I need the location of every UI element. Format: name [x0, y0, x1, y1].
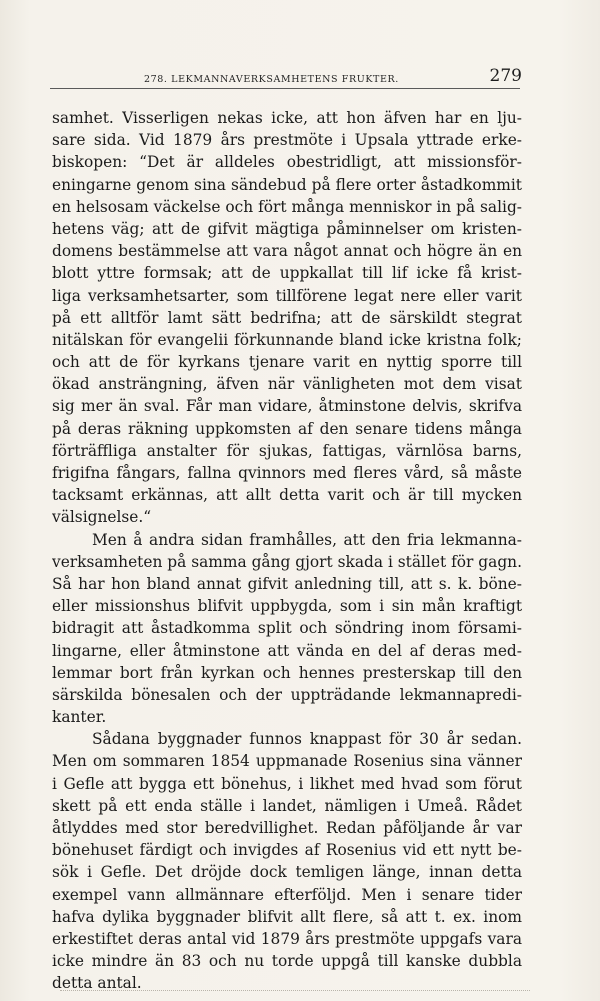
header-rule [50, 88, 520, 89]
text-line: exempel vann allmännare efterföljd. Men i senare tider [52, 885, 522, 904]
text-line: eningarne genom sina sändebud på flere orter åstadkommit [52, 175, 522, 194]
page-number: 279 [489, 66, 522, 86]
text-line: icke mindre än 83 och nu torde uppgå till kanske dubbla [52, 952, 522, 971]
text-line: en helsosam väckelse och fört många menniskor in på salig- [52, 197, 522, 216]
text-line: biskopen: “Det är alldeles obestridligt, att missionsför- [52, 153, 522, 172]
text-line: nitälskan för evangelii förkunnande bland icke kristna folk; [52, 330, 522, 349]
chapter-title: 278. LEKMANNAVERKSAMHETENS FRUKTER. [144, 74, 399, 85]
text-line: samhet. Visserligen nekas icke, att hon äfven har en lju- [52, 109, 522, 127]
text-line: sök i Gefle. Det dröjde dock temligen länge, innan detta [52, 863, 522, 882]
text-line: sig mer än sval. Får man vidare, åtminstone delvis, skrifva [52, 397, 522, 416]
text-line: verksamheten på samma gång gjort skada i stället för gagn. [52, 552, 522, 571]
text-line: blott yttre formsak; att de uppkallat till lif icke få krist- [52, 264, 522, 283]
text-line: lingarne, eller åtminstone att vända en del af deras med- [52, 641, 522, 660]
text-line: skett på ett enda ställe i landet, nämligen i Umeå. Rådet [52, 796, 522, 815]
text-line: förträffliga anstalter för sjukas, fattigas, värnlösa barns, [52, 441, 522, 460]
paragraph-start: Sådana byggnader funnos knappast för 30 år sedan. [92, 730, 522, 749]
text-line: på deras räkning uppkomsten af den senare tidens många [52, 419, 522, 438]
text-line: sare sida. Vid 1879 års prestmöte i Upsala yttrade erke- [52, 131, 522, 150]
text-line: domens bestämmelse att vara något annat och högre än en [52, 242, 522, 261]
text-line: kanter. [52, 708, 107, 727]
text-line: på ett alltför lamt sätt bedrifna; att de särskildt stegrat [52, 308, 522, 327]
text-line: lemmar bort från kyrkan och hennes presterskap till den [52, 663, 522, 682]
text-line: i Gefle att bygga ett bönehus, i likhet med hvad som förut [52, 774, 522, 793]
page-edge-line [60, 990, 530, 991]
running-head [100, 66, 520, 90]
paragraph-start: Men å andra sidan framhålles, att den fria lekmanna- [92, 530, 522, 549]
body-text [52, 107, 522, 995]
text-line: Men om sommaren 1854 uppmanade Rosenius sina vänner [52, 752, 522, 771]
text-line: särskilda bönesalen och der uppträdande lekmannapredi- [52, 685, 522, 704]
text-line: tacksamt erkännas, att allt detta varit och är till mycken [52, 486, 522, 505]
text-line: åtlyddes med stor beredvillighet. Redan påföljande år var [52, 819, 522, 837]
text-line: bidragit att åstadkomma split och söndring inom försami- [52, 619, 522, 638]
text-line: Så har hon bland annat gifvit anledning till, att s. k. böne- [52, 574, 522, 593]
text-line: liga verksamhetsarter, som tillförene legat nere eller varit [52, 286, 522, 305]
text-line: hetens väg; att de gifvit mägtiga påminnelser om kristen- [52, 219, 522, 238]
text-line: detta antal. [52, 974, 142, 993]
text-line: och att de för kyrkans tjenare varit en nyttig sporre till [52, 353, 522, 372]
text-line: frigifna fångars, fallna qvinnors med fleres vård, så måste [52, 464, 522, 482]
text-line: välsignelse.“ [52, 508, 152, 527]
text-line: hafva dylika byggnader blifvit allt flere, så att t. ex. inom [52, 907, 522, 926]
text-line: bönehuset färdigt och invigdes af Rosenius vid ett nytt be- [52, 841, 522, 860]
text-line: ökad ansträngning, äfven när vänligheten mot dem visat [52, 375, 522, 394]
text-line: eller missionshus blifvit uppbygda, som i sin mån kraftigt [52, 597, 522, 616]
text-line: erkestiftet deras antal vid 1879 års prestmöte uppgafs vara [52, 929, 522, 948]
